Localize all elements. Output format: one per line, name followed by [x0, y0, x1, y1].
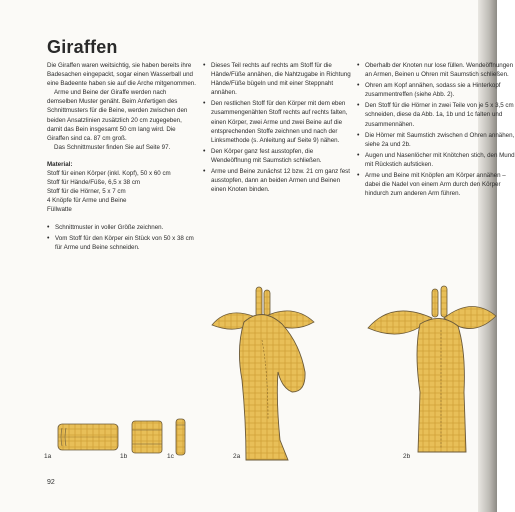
- step-item: • Die Hörner mit Saumstich zwischen d Ohren annähen, siehe 2a und 2b.: [357, 131, 515, 149]
- material-heading: Material:: [47, 160, 73, 168]
- intro-paragraph: Die Giraffen waren weitsichtig, sie haben bereits ihre Badesachen eingepackt, sogar einen Wasserball und eine Badeente haben sie auf die Arche mitgenommen.: [47, 62, 196, 88]
- figure-label-1c: 1c: [167, 453, 174, 460]
- step-item: • Den Stoff für die Hörner in zwei Teile von je 5 x 3,5 cm schneiden, diese da Abb. 1a, 1b und 1c falten und zusammennähen.: [357, 101, 515, 128]
- figure-label-2b: 2b: [403, 453, 411, 460]
- step-item: • Vom Stoff für den Körper ein Stück von 50 x 38 cm für Arme und Beine schneiden.: [47, 234, 197, 252]
- horn-fold-1a-illustration: [58, 424, 118, 450]
- material-item: Stoff für die Hörner, 5 x 7 cm: [47, 188, 126, 196]
- step-item: • Den restlichen Stoff für den Körper mit dem eben zusammengenähten Stoff rechts auf rechts falten, einen Körper, zwei Arme und zwei Beine auf die entsprechenden Stoffe zeichnen und nach der Linksmethode (s. Anleitung auf Seite 9) nähen.: [203, 99, 351, 144]
- intro-paragraph: Arme und Beine der Giraffe werden nach demselben Muster genäht. Beim Anfertigen des Schnittmusters für die Beine, werden zwischen den beiden Ansatzlinien zusätzlich 20 cm zugegeben, damit das Bein insgesamt 50 cm lang wird. Die Giraffen sind ca. 87 cm groß.: [47, 89, 188, 142]
- material-item: 4 Knöpfe für Arme und Beine: [47, 197, 127, 205]
- step-item: • Ohren am Kopf annähen, sodass sie a Hinterkopf zusammentreffen (siehe Abb. 2).: [357, 81, 515, 99]
- giraffe-head-2a-illustration: [212, 287, 314, 460]
- material-item: Stoff für Hände/Füße, 6,5 x 38 cm: [47, 179, 141, 187]
- step-item: • Oberhalb der Knoten nur lose füllen. Wendeöffnungen an Armen, Beinen u Ohren mit Saumstich schließen.: [357, 61, 515, 79]
- page-number: 92: [47, 479, 55, 486]
- step-item: • Augen und Nasenlöcher mit Knötchen stich, den Mund mit Rückstich aufsticken.: [357, 151, 515, 169]
- page-title: Giraffen: [47, 37, 118, 57]
- step-item: • Dieses Teil rechts auf rechts am Stoff für die Hände/Füße annähen, die Nahtzugabe in Richtung Hände/Füße bügeln und mit einer Steppnaht annähen.: [203, 61, 351, 97]
- figure-label-1b: 1b: [120, 453, 128, 460]
- figure-label-2a: 2a: [233, 453, 241, 460]
- step-item: • Den Körper ganz fest ausstopfen, die Wendeöffnung mit Saumstich schließen.: [203, 147, 351, 165]
- horn-fold-1c-illustration: [176, 419, 185, 455]
- material-item: Füllwatte: [47, 206, 72, 214]
- figure-label-1a: 1a: [44, 453, 52, 460]
- giraffe-head-2b-illustration: [368, 286, 496, 452]
- material-item: Stoff für einen Körper (inkl. Kopf), 50 x 60 cm: [47, 170, 171, 178]
- step-item: • Arme und Beine zunächst 12 bzw. 21 cm ganz fest ausstopfen, dann an beiden Armen und Beinen einen Knoten binden.: [203, 167, 351, 194]
- intro-paragraph: Das Schnittmuster finden Sie auf Seite 97.: [54, 143, 171, 151]
- horn-fold-1b-illustration: [132, 421, 162, 453]
- step-item: • Schnittmuster in voller Größe zeichnen.: [47, 223, 197, 232]
- step-item: • Arme und Beine mit Knöpfen am Körper annähen – dabei die Nadel von einem Arm durch den Körper hindurch zum anderen Arm führen.: [357, 171, 515, 198]
